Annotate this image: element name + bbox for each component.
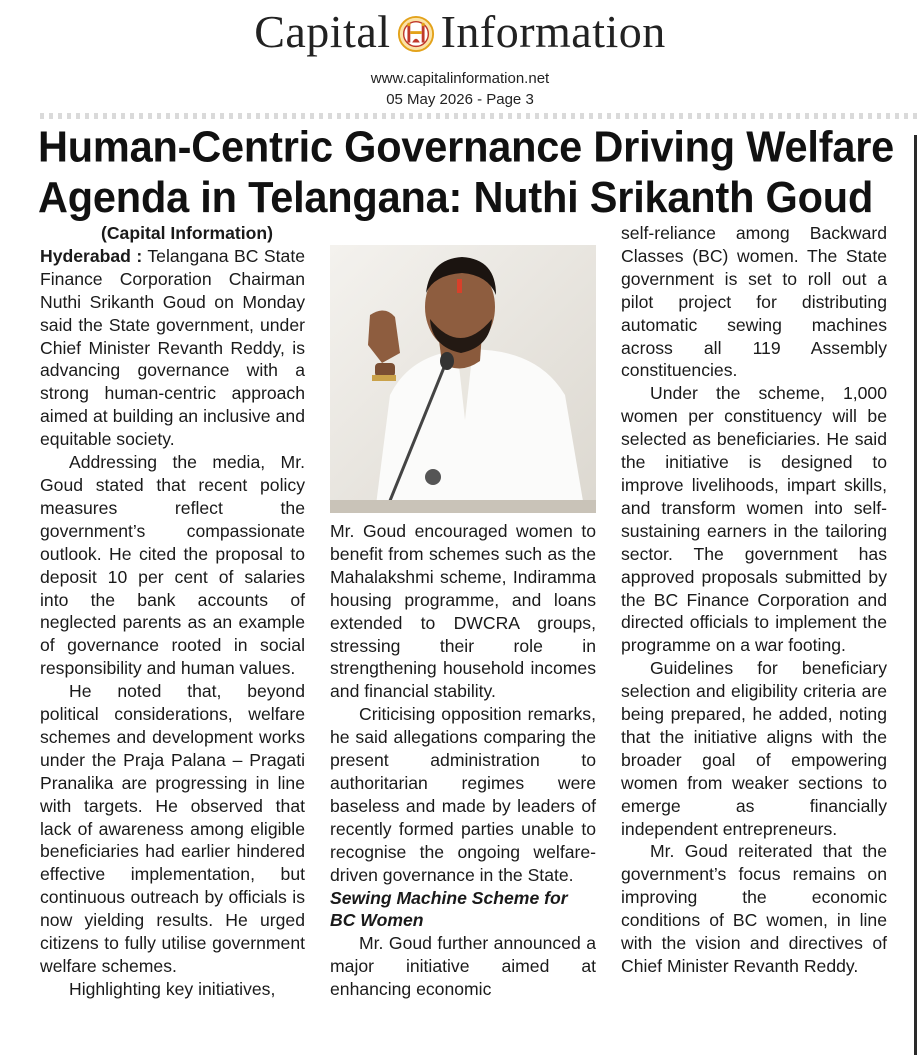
page-date: 05 May 2026 - Page 3	[386, 91, 534, 108]
paragraph-3: He noted that, beyond political considerations, welfare schemes and development works under the Praja Palana – Pragati Pranalika are progressing in line with targets. He observed that lack of awareness among eligible beneficiaries had earlier hindered effective implementation, but continuous outreach by officials is now yielding results. He urged citizens to fully utilise government welfare schemes.	[40, 681, 305, 976]
column-rule	[914, 135, 917, 1055]
paragraph-1: Hyderabad : Telangana BC State Finance Corporation Chairman Nuthi Srikanth Goud on Monday said the State government, under Chief Minister Revanth Reddy, is advancing governance with a strong human-centric approach aimed at building an inclusive and equitable society.	[40, 245, 306, 450]
section-subhead: Sewing Machine Scheme for BC Women	[330, 887, 568, 931]
cropped-text-line	[40, 113, 920, 119]
brand-name-right: Information	[440, 6, 666, 57]
brand-logo	[0, 2, 920, 62]
website-url[interactable]: www.capitalinformation.net	[370, 70, 550, 87]
masthead	[0, 0, 920, 118]
column-3	[621, 222, 887, 978]
paragraph-5: Criticising opposition remarks, he said allegations comparing the present administration to authoritarian regimes were baseless and made by leaders of recently formed parties unable to recognise the ongoing welfare-driven governance in the State.	[330, 704, 596, 885]
byline: (Capital Information)	[100, 223, 274, 243]
brand-name-left: Capital	[254, 6, 391, 57]
paragraph-6-continued: self-reliance among Backward Classes (BC) women. The State government is set to roll out a pilot project for distributing automatic sewing machines across all 119 Assembly constituencies.	[621, 223, 887, 381]
article-headline: Human-Centric Governance Driving Welfare Agenda in Telangana: Nuthi Srikanth Goud	[38, 121, 895, 222]
charminar-logo-icon	[397, 15, 435, 53]
paragraph-4-continued: Mr. Goud encouraged women to benefit from schemes such as the Mahalakshmi scheme, Indiramma housing programme, and loans extended to DWCRA groups, stressing their role in strengthening household incomes and financial stability.	[330, 521, 596, 702]
paragraph-9: Mr. Goud reiterated that the government’s focus remains on improving the economic conditions of BC women, in line with the vision and directives of Chief Minister Revanth Reddy.	[621, 841, 887, 976]
paragraph-2: Addressing the media, Mr. Goud stated that recent policy measures reflect the government’s compassionate outlook. He cited the proposal to deposit 10 per cent of salaries into the bank accounts of neglected parents as an example of governance rooted in social responsibility and human values.	[40, 452, 305, 679]
paragraph-7: Under the scheme, 1,000 women per constituency will be selected as beneficiaries. He said the initiative is designed to improve livelihoods, impart skills, and transform women into self-sustaining earners in the tailoring sector. The government has approved proposals submitted by the BC Finance Corporation and directed officials to implement the programme on a war footing.	[621, 383, 887, 656]
paragraph-8: Guidelines for beneficiary selection and eligibility criteria are being prepared, he added, noting that the initiative aligns with the broader goal of empowering women from weaker sections to emerge as financially independent entrepreneurs.	[621, 658, 887, 839]
column-1	[40, 222, 305, 1001]
dateline: Hyderabad :	[40, 245, 143, 266]
speaker-photo	[330, 245, 596, 513]
paragraph-4-start: Highlighting key initiatives,	[69, 978, 276, 999]
paragraph-6-start: Mr. Goud further announced a major initiative aimed at enhancing economic	[330, 933, 596, 1000]
column-2	[330, 520, 596, 1001]
